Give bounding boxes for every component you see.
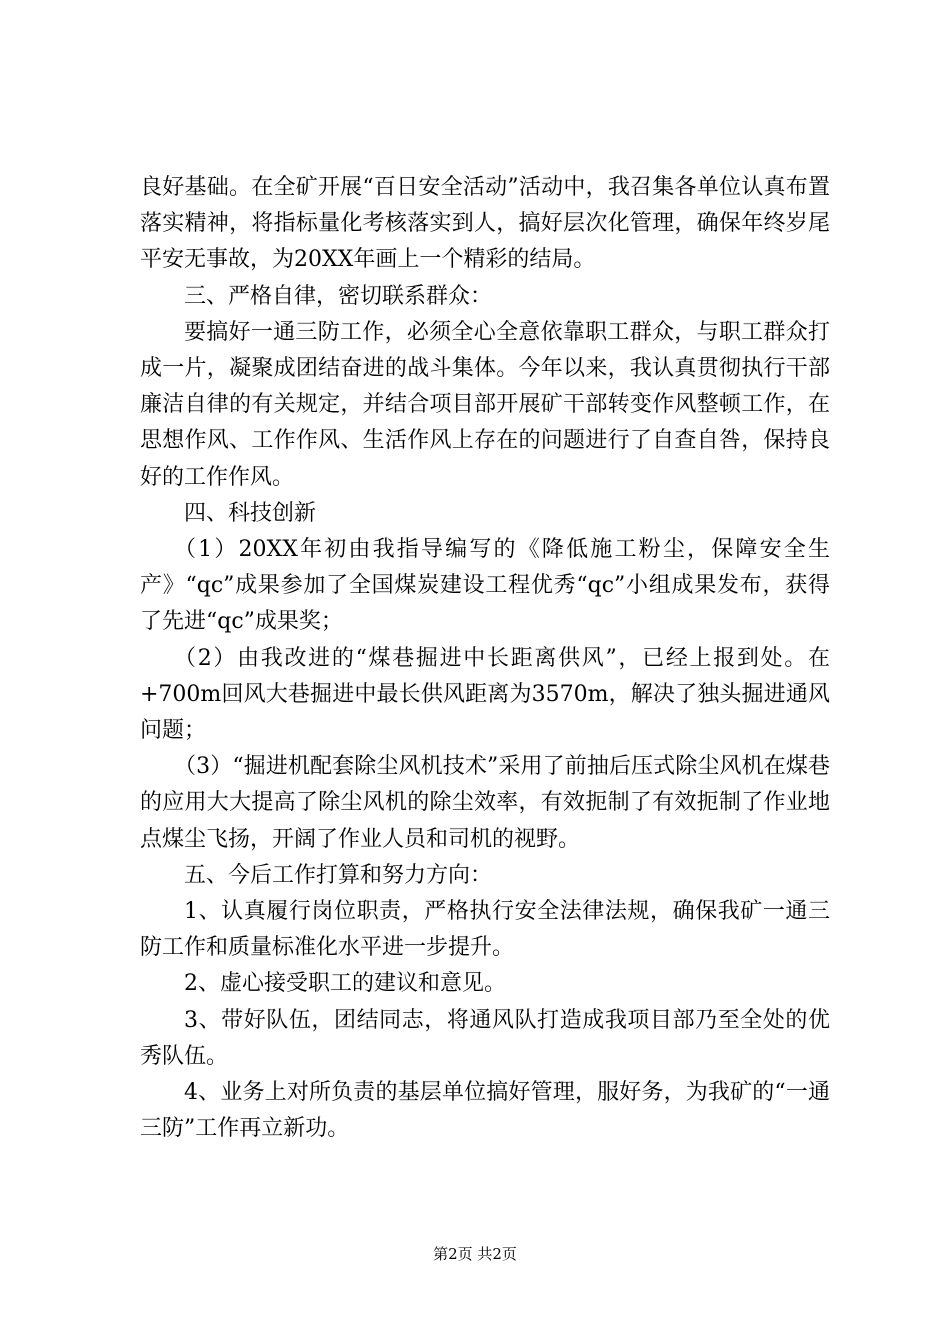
paragraph-2: 要搞好一通三防工作，必须全心全意依靠职工群众，与职工群众打成一片，凝聚成团结奋进的战斗集体。今年以来，我认真贯彻执行干部廉洁自律的有关规定，并结合项目部开展矿干部转变作风整顿工作，在思想作风、工作作风、生活作风上存在的问题进行了自查自咎，保持良好的工作作风。 (140, 319, 830, 490)
section-heading-3: 三、严格自律，密切联系群众： (184, 283, 493, 309)
section-heading-5: 五、今后工作打算和努力方向： (184, 862, 493, 888)
plan-item-2: 2、虚心接受职工的建议和意见。 (184, 971, 506, 997)
page-number: 第2页 共2页 (433, 1245, 517, 1263)
list-item-3: （3）“掘进机配套除尘风机技术”采用了前抽后压式除尘风机在煤巷的应用大大提高了除尘风机的除尘效率，有效扼制了有效扼制了作业地点煤尘飞扬，开阔了作业人员和司机的视野。 (140, 754, 830, 852)
paragraph-1: 良好基础。在全矿开展“百日安全活动”活动中，我召集各单位认真布置落实精神，将指标量化考核落实到人，搞好层次化管理，确保年终岁尾平安无事故，为20XX年画上一个精彩的结局。 (140, 175, 830, 273)
page-footer (0, 1244, 950, 1264)
plan-item-1: 1、认真履行岗位职责，严格执行安全法律法规，确保我矿一通三防工作和质量标准化水平进一步提升。 (140, 899, 830, 961)
document-body (140, 170, 830, 1147)
plan-item-3: 3、带好队伍，团结同志，将通风队打造成我项目部乃至全处的优秀队伍。 (140, 1007, 830, 1069)
section-heading-4: 四、科技创新 (184, 500, 317, 526)
plan-item-4: 4、业务上对所负责的基层单位搞好管理，服好务，为我矿的“一通三防”工作再立新功。 (140, 1080, 830, 1142)
list-item-2: （2）由我改进的“煤巷掘进中长距离供风”，已经上报到处。在+700m回风大巷掘进中最长供风距离为3570m，解决了独头掘进通风问题； (140, 645, 830, 744)
list-item-1: （1）20XX年初由我指导编写的《降低施工粉尘，保障安全生产》“qc”成果参加了全国煤炭建设工程优秀“qc”小组成果发布，获得了先进“qc”成果奖； (140, 537, 830, 635)
